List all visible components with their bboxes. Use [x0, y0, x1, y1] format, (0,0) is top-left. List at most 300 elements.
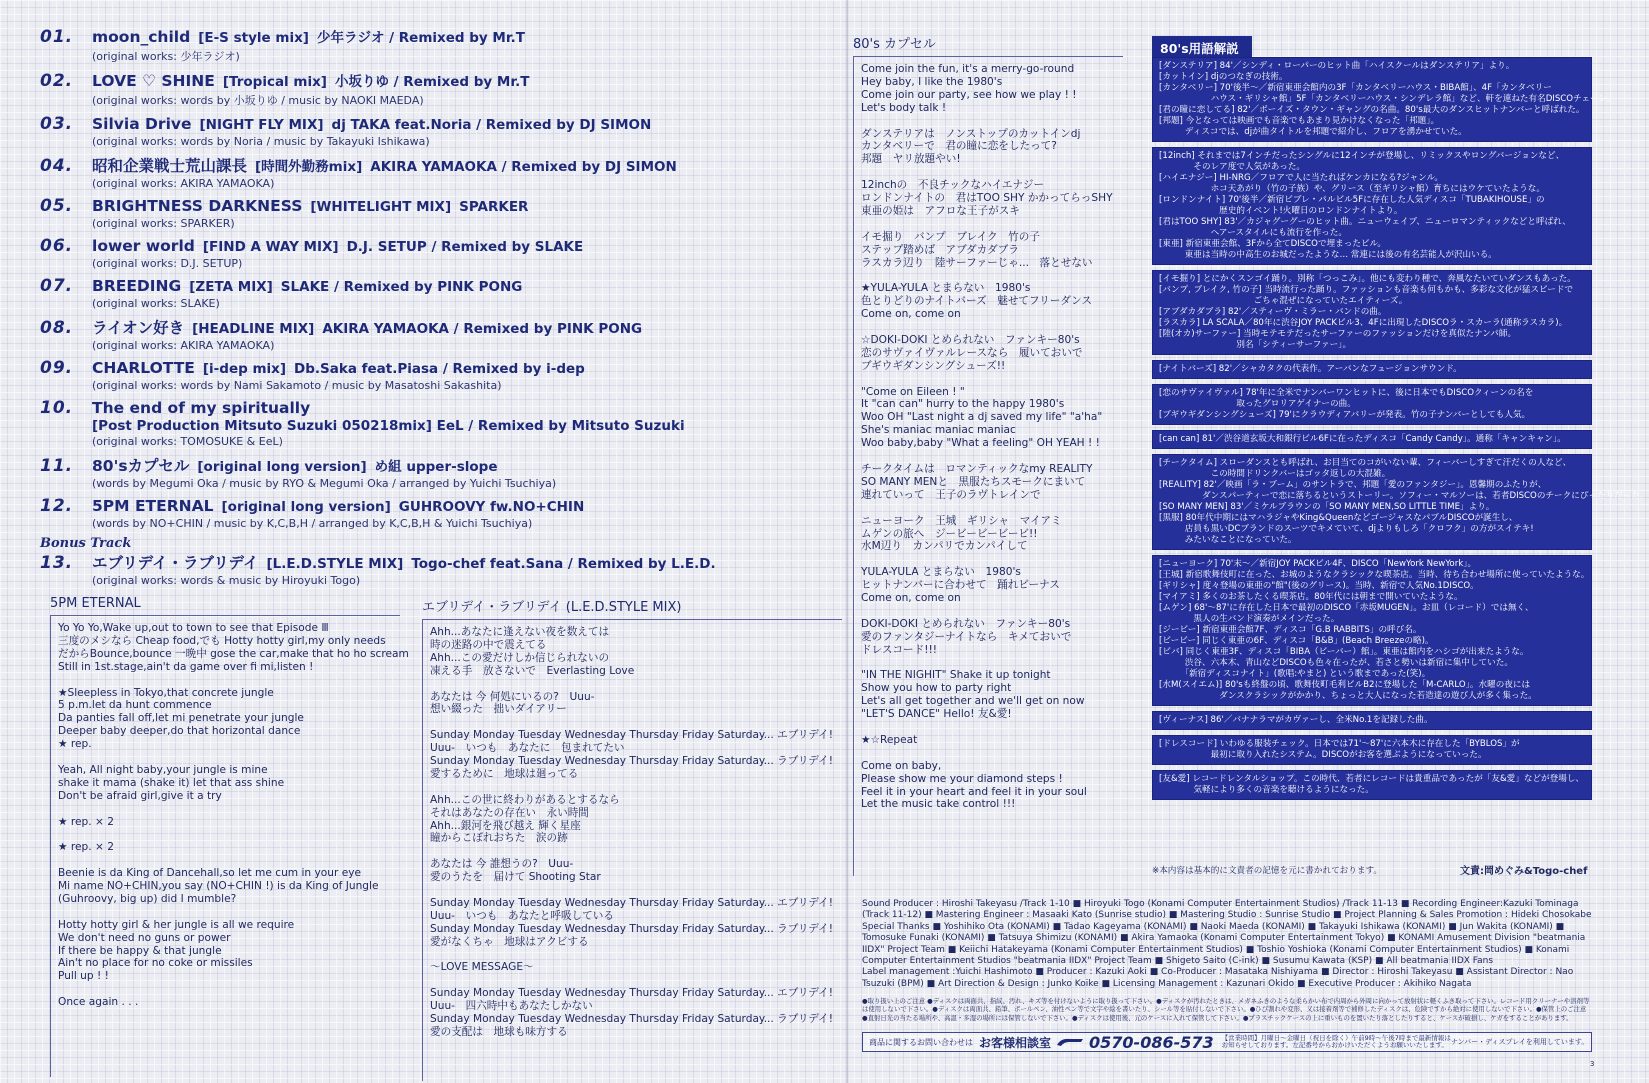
track-line	[40, 551, 840, 573]
glossary-box	[1152, 711, 1592, 730]
lyric-gap	[58, 828, 400, 841]
track-line	[40, 196, 840, 216]
glossary-box	[1152, 270, 1592, 355]
center-fold	[845, 0, 849, 1083]
lyric-line: Sunday Monday Tuesday Wednesday Thursday Friday Saturday... エブリデイ!	[430, 729, 833, 742]
track-item	[40, 551, 840, 587]
track-title: The end of my spiritually	[92, 399, 311, 417]
lyric-line: ★ rep.	[58, 738, 92, 751]
track-mix: [NIGHT FLY MIX]	[199, 117, 324, 133]
track-mix: [FIND A WAY MIX]	[202, 239, 339, 255]
track-line	[40, 154, 840, 176]
glossary-entry: 店員も黒いDCブランドのスーツでキメていて、djよりもしろ「クロフク」の方がスイテキ!	[1159, 524, 1534, 534]
track-mix: [HEADLINE MIX]	[192, 321, 315, 337]
glossary-entry: [ムゲン] 68'〜87'に存在した日本で最初のDISCO「赤坂MUGEN」。お皿（レコード）では無く、	[1159, 603, 1534, 613]
glossary-entry: ハウス・ギリシャ館」5F「カンタベリーハウス・シンデレラ館」など、軒を連ねた有名DISCOチェーン。	[1159, 94, 1615, 104]
staff-line: Special Thanks ■ Yoshihiko Ota (KONAMI) ■ Tadao Kageyama (KONAMI) ■ Naoki Maeda (KONAMI) ■ Takayuki Ishikawa (KONAMI) ■ Jun Wakita (KONAMI) ■	[862, 921, 1565, 932]
glossary-entry: [チークタイム] スローダンスとも呼ばれ、お目当てのコがいない輩、フィーバーしすぎて汗だくの人など、	[1159, 458, 1572, 468]
lyric-gap	[430, 781, 842, 794]
lyric-line: Sunday Monday Tuesday Wednesday Thursday Friday Saturday... ラブリデイ!	[430, 755, 833, 768]
lyric-line: Feel it in your heart and feel it in your soul	[861, 785, 1087, 798]
track-credit: (original works: 少年ラジオ)	[92, 50, 240, 63]
glossary-entry: [陸(オカ)サーファー] 当時モテモテだったサーファーのファッションだけを真似たナンパ師。	[1159, 329, 1517, 339]
track-mix: [original long version]	[221, 499, 391, 515]
glossary	[1152, 57, 1649, 805]
glossary-box	[1152, 555, 1592, 706]
lyric-line: Hotty hotty girl & her jungle is all we require	[58, 918, 295, 931]
track-title: エブリデイ・ラブリデイ	[92, 554, 259, 572]
track-credit: (original works: words by 小坂りゆ / music by NAOKI MAEDA)	[92, 94, 424, 107]
lyric-gap	[58, 983, 400, 996]
lyric-gap	[58, 803, 400, 816]
lyric-line: Let's all get together and we'll get on now	[861, 695, 1085, 708]
lyric-line: ムゲンの旅へ ジービービービービ!!	[861, 527, 1038, 540]
lyric-line: ダンステリアは ノンストップのカットインdj	[861, 127, 1081, 140]
glossary-entry: [イモ掘り] とにかくスンゴイ踊り。別称「つっこみ」。他にも変わり種で、奔風なたいていダンスもあった。	[1159, 274, 1576, 284]
lyric-line: ブギウギダンシングシューズ!!	[861, 359, 1006, 372]
track-credit: (original works: words by Nami Sakamoto / music by Masatoshi Sakashita)	[92, 379, 502, 392]
glossary-entry: 渋谷、六本木、青山などDISCOも色々在ったが、若さと勢いは新宿に集中していた。	[1159, 658, 1513, 668]
track-title: BRIGHTNESS DARKNESS	[92, 197, 303, 215]
lyric-line: Woo baby,baby "What a feeling" OH YEAH ! !	[861, 437, 1100, 450]
lyric-line: Please show me your diamond steps !	[861, 772, 1063, 785]
lyric-line: Pull up ! !	[58, 970, 109, 983]
glossary-entry: [ブギウギダンシングシューズ] 79'にクラウディアバリーが発表。竹の子ナンバーとしても人気。	[1159, 410, 1531, 420]
glossary-box	[1152, 770, 1592, 800]
lyric-line: We don't need no guns or power	[58, 931, 231, 944]
lyric-line: 〜LOVE MESSAGE〜	[430, 961, 534, 974]
lyric-line: 色とりどりのナイトバーズ 魅せてフリーダンス	[861, 295, 1092, 308]
glossary-entry: そのレア度で人気があった。	[1159, 162, 1306, 172]
lyric-line: それはあなたの存在い 永い時間	[430, 806, 589, 819]
glossary-entry: [ニューヨーク] 70'末〜／新宿JOY PACKビル4F、DISCO「NewYork NewYork」。	[1159, 559, 1477, 569]
caution-line: は使用しないで下さい。●ディスクは両面共、鉛筆、ボールペン、油性ペン等で文字や絵を書いたり、シール等を貼付しないで下さい。●ひび割れや変形、又は接着剤等で補修したディスクは、危険ですから絶対に使用しないで下さい。●保管上のご注意	[862, 1005, 1587, 1014]
glossary-entry: ダンスクラシックがかかり、ちょっと大人になった若造達の遊び人が多く集った。	[1159, 691, 1537, 701]
lyric-gap	[58, 854, 400, 867]
glossary-entry: [恋のサヴァイヴァル] 78'年に全米でナンバーワンヒットに、後に日本でもDISCOクィーンの名を	[1159, 388, 1534, 398]
lyric-line: She's maniac maniac maniac	[861, 424, 1016, 437]
lyric-line: ドレスコード!!!	[861, 643, 937, 656]
track-line	[40, 358, 840, 378]
glossary-entry: [ドレスコード] いわゆる服装チェック。日本では71'〜87'に六本木に存在した「BYBLOS」が	[1159, 739, 1520, 749]
glossary-entry: [アブダカダブラ] 82'／スティーヴ・ミラー・バンドの曲。	[1159, 307, 1387, 317]
track-credit: (original works: SLAKE)	[92, 297, 220, 310]
track-artist: GUHROOVY fw.NO+CHIN	[398, 499, 585, 515]
glossary-box	[1152, 430, 1592, 449]
track-number: 10.	[40, 398, 74, 418]
lyric-line: Uuu- いつも あなたに 包まれてたい	[430, 742, 625, 755]
glossary-entry: 最初に取り入れたシステム。DISCOがお客を選ぶようになっていった。	[1159, 750, 1487, 760]
track-credit: (original works: AKIRA YAMAOKA)	[92, 177, 275, 190]
glossary-entry: 別名「シティーサーファー」。	[1159, 340, 1352, 350]
lyric-line: Ain't no place for no coke or missiles	[58, 957, 253, 970]
lyric-line: Ahh...この愛だけしか信じられないの	[430, 651, 610, 664]
lyric-line: Uuu- いつも あなたと呼吸している	[430, 909, 614, 922]
lyric-line: Woo OH "Last night a dj saved my life" "a'ha"	[861, 411, 1103, 424]
lyric-gap	[430, 716, 842, 729]
lyric-line: ロンドンナイトの 君はTOO SHY かかってらっSHY	[861, 192, 1113, 205]
track-number: 11.	[40, 456, 74, 476]
lyric-line: Come on baby,	[861, 759, 942, 772]
glossary-entry: [ビービー] 同じく東亜の6F、ディスコ「B&B」(Beach Breezeの略)。	[1159, 636, 1434, 646]
lyric-line: ★ rep. × 2	[58, 841, 114, 854]
track-credit: (original works: D.J. SETUP)	[92, 257, 243, 270]
lyric-line: Hey baby, I like the 1980's	[861, 75, 1003, 88]
track-artist: AKIRA YAMAOKA / Remixed by PINK PONG	[322, 321, 643, 337]
staff-line: Label management :Yuichi Hashimoto ■ Producer : Kazuki Aoki ■ Co-Producer : Masataka Nishiyama ■ Director : Hiroshi Takeyasu ■ Assistant Director : Nao	[862, 967, 1574, 978]
track-artist: 少年ラジオ / Remixed by Mr.T	[316, 30, 525, 46]
staff-credits	[862, 899, 1592, 990]
contact-hours-2: お知らせしております。左記番号からおかけいただくようお願いいたします。	[1221, 1041, 1448, 1049]
glossary-title: 80's用語解説	[1152, 36, 1252, 57]
lyric-gap	[861, 373, 1123, 386]
lyric-gap	[430, 845, 842, 858]
track-line	[40, 398, 840, 418]
glossary-entry: ダンスパーティーで恋に落ちるというストーリー。ソフィー・マルソーは、若者DISCOのチークにぴったりだった。	[1159, 491, 1649, 501]
track-number: 09.	[40, 358, 74, 378]
lyric-line: Sunday Monday Tuesday Wednesday Thursday Friday Saturday... ラブリデイ!	[430, 1013, 833, 1026]
staff-line: Tsuzuki (BPM) ■ Art Direction & Design : Junko Koike ■ Licensing Management : Kazunari Okido ■ Executive Producer : Akihiko Nagata	[862, 978, 1472, 989]
track-mix: [時間外勤務mix]	[255, 159, 363, 175]
glossary-entry: この時間ドリンクバーはゴッタ返しの大混雑。	[1159, 469, 1391, 479]
track-line	[40, 316, 840, 338]
track-item	[40, 496, 840, 530]
track-artist: め組 upper-slope	[374, 459, 498, 475]
lyric-line: "IN THE NIGHIT" Shake it up tonight	[861, 669, 1051, 682]
track-number: 06.	[40, 236, 74, 256]
lyric-gap	[861, 502, 1123, 515]
lyric-gap	[58, 751, 400, 764]
track-line	[40, 276, 840, 296]
track-artist: SPARKER	[459, 199, 529, 215]
lyric-line: 愛がなくちゃ 地球はアクビする	[430, 935, 589, 948]
lyric-line: Deeper baby deeper,do that horizontal dance	[58, 725, 301, 738]
lyric-line: Come on, come on	[861, 592, 961, 605]
track-number: 01.	[40, 27, 74, 47]
lyric-line: 連れていって 王子のラヴトレインで	[861, 488, 1041, 501]
glossary-entry: [マイアミ] 多くのお茶したくる喫茶店。80年代には朝まで開いていたような。	[1159, 592, 1463, 602]
track-number: 05.	[40, 196, 74, 216]
lyric-line: 瞳からこぼれおちた 涙の跡	[430, 832, 568, 845]
glossary-entry: [ビバ] 同じく東亜3F、ディスコ「BIBA（ビーバー）館」。東亜は館内をハシゴが出来たような。	[1159, 647, 1529, 657]
lyric-line: だからBounce,bounce 一晩中 gose the car,make that ho ho scream	[58, 647, 409, 660]
glossary-entry: [ギリシャ] 度々登場の東亜の"館"(後のグリース)。当時、新宿で人気No.1DISCO。	[1159, 581, 1479, 591]
lyric-line: "LET'S DANCE" Hello! 友&愛!	[861, 708, 1012, 721]
track-mix: [i-dep mix]	[202, 361, 287, 377]
lyric-line: Da panties fall off,let mi penetrate your jungle	[58, 712, 304, 725]
lyric-gap	[861, 115, 1123, 128]
track-credit: (original works: TOMOSUKE & EeL)	[92, 435, 283, 448]
track-line	[40, 26, 840, 47]
glossary-entry: みたいなことになっていた。	[1159, 535, 1297, 545]
lyric-line: チークタイムは ロマンティックなmy REALITY	[861, 462, 1093, 475]
glossary-entry: [カンタベリー] 70'後半〜／新宿東亜会館内の3F「カンタベリーハウス・BIBA館」、4F「カンタベリー	[1159, 83, 1552, 93]
track-item	[40, 70, 840, 108]
lyric-line: DOKI-DOKI とめられない ファンキー80's	[861, 617, 1071, 630]
glossary-note: ※本内容は基本的に文責者の記憶を元に書かれております。	[1152, 866, 1382, 876]
track-artist: Db.Saka feat.Piasa / Remixed by i-dep	[294, 361, 585, 377]
track-mix-artist: [Post Production Mitsuto Suzuki 050218mix] EeL / Remixed by Mitsuto Suzuki	[92, 418, 685, 434]
lyric-gap	[430, 974, 842, 987]
lyric-line: Ahh...銀河を飛び越え 輝く星座	[430, 819, 581, 832]
glossary-entry: [カットイン] djのつなぎの技術。	[1159, 72, 1288, 82]
lyric-line: ★ rep. × 2	[58, 815, 114, 828]
lyric-line: (Guhroovy, big up) did I mumble?	[58, 892, 237, 905]
lyric-line: ★Sleepless in Tokyo,that concrete jungle	[58, 686, 274, 699]
lyric-line: カンタベリーで 君の瞳に恋をしたって?	[861, 140, 1057, 153]
glossary-entry: [友&愛] レコードレンタルショップ。この時代、若者にレコードは貴重品であったが「友&愛」などが登場し、	[1159, 774, 1585, 784]
staff-line: Computer Entertainment Studios "beatmania IIDX" Project Team ■ Shigeto Saito (C-ink) ■ Susumu Kawata (KSP) ■ All beatmania IIDX Fans	[862, 956, 1494, 967]
lyric-line: Yo Yo Yo,Wake up,out to town to see that Episode Ⅲ	[58, 622, 329, 634]
lyric-line: It "can can" hurry to the happy 1980's	[861, 398, 1065, 411]
staff-line: (Track 11-12) ■ Mastering Engineer : Masaaki Kato (Sunrise studio) ■ Mastering Studio : Sunrise Studio ■ Project Planning & Sales Promotion : Hideki Chosokabe	[862, 910, 1592, 921]
track-line	[40, 236, 840, 256]
track-artist: Togo-chef feat.Sana / Remixed by L.E.D.	[411, 556, 716, 572]
lyric-line: YULA-YULA とまらない 1980's	[861, 566, 1021, 579]
track-credit: (words by Megumi Oka / music by RYO & Megumi Oka / arranged by Yuichi Tsuchiya)	[92, 477, 557, 490]
lyric-line: 東亜の姫は アフロな王子がスキ	[861, 204, 1020, 217]
lyric-line: Let the music take control !!!	[861, 798, 1016, 811]
glossary-entry: [君はTOO SHY] 83'／カジャグーグーのヒット曲。ニューウェイブ、ニューロマンティックなどと呼ばれ、	[1159, 217, 1571, 227]
lyric-gap	[861, 450, 1123, 463]
glossary-entry: [黒服] 80年代中期にはマハラジャやKing&QueenなどゴージャスなパブルDISCOが誕生し、	[1159, 513, 1518, 523]
lyric-gap	[58, 906, 400, 919]
track-credit: (original works: words by Noria / music by Takayuki Ishikawa)	[92, 135, 430, 148]
track-item	[40, 454, 840, 490]
lyric-gap	[861, 321, 1123, 334]
lyric-line: Still in 1st.stage,ain't da game over fi mi,listen !	[58, 660, 314, 673]
track-credit: (original works: SPARKER)	[92, 217, 235, 230]
lyric-line: ★YULA-YULA とまらない 1980's	[861, 282, 1031, 295]
lyric-line: Mi name NO+CHIN,you say (NO+CHIN !) is da King of Jungle	[58, 880, 379, 893]
glossary-entry: [ロンドンナイト] 70'後半／新宿ビブレ・パルビル5Fに存在した人気ディスコ「TUBAKIHOUSE」の	[1159, 195, 1545, 205]
lyric-line: あなたは 今 何処にいるの? Uuu-	[430, 690, 595, 703]
track-item	[40, 26, 840, 64]
glossary-entry: ヘアースタイルにも流行を作った。	[1159, 228, 1347, 238]
glossary-entry: [王城] 新宿歌舞伎町に在った、お城のようなクラシックな喫茶店。当時、待ち合わせ場所に使っていたような。	[1159, 570, 1590, 580]
glossary-entry: 歴史的イベント!火曜日のロンドンナイトより。	[1159, 206, 1403, 216]
lyric-title: 80's カプセル	[853, 37, 936, 52]
glossary-entry: 黒人の生バンド演奏がメインだった。	[1159, 614, 1340, 624]
track-line	[40, 454, 840, 476]
lyric-body	[853, 56, 1123, 876]
glossary-entry: [12inch] それまでは7インチだったシングルに12インチが登場し、リミックスやロングバージョンなど、	[1159, 151, 1565, 161]
lyric-line: 恋のサヴァイヴァルレースなら 履いておいで	[861, 346, 1083, 359]
glossary-entry: [REALITY] 82'／映画「ラ・ブーム」のサントラで、邦題「愛のファンタジー」。恩馨期のふたりが、	[1159, 480, 1547, 490]
lyric-line: "Come on Eileen ! "	[861, 385, 965, 398]
lyric-line: 邦題 ヤリ放題やい!	[861, 153, 961, 166]
lyric-line: Once again . . .	[58, 996, 139, 1009]
track-title: 80'sカプセル	[92, 457, 190, 475]
track-mix: [L.E.D.STYLE MIX]	[266, 556, 404, 572]
glossary-entry: [ジービー] 新宿東亜会館7F、ディスコ「G.B RABBITS」の呼び名。	[1159, 625, 1422, 635]
glossary-entry: 気軽により多くの音楽を聴けるようになった。	[1159, 785, 1374, 795]
track-item	[40, 196, 840, 230]
lyric-line: ☆DOKI-DOKI とめられない ファンキー80's	[861, 333, 1080, 346]
track-item	[40, 236, 840, 270]
track-credit: (original works: words & music by Hiroyuki Togo)	[92, 574, 361, 587]
lyric-gap	[861, 269, 1123, 282]
track-mix: [Tropical mix]	[222, 74, 327, 90]
track-line	[40, 496, 840, 516]
lyric-line: 凍える手 放さないで Everlasting Love	[430, 664, 635, 677]
lyric-line: ★☆Repeat	[861, 733, 918, 746]
glossary-entry: 東亜は当時の中高生のお城だったような… 常連には後の有名芸能人が沢山いる。	[1159, 250, 1497, 260]
lyric-line: 愛のファンタジーナイトなら キメておいで	[861, 630, 1072, 643]
lyric-title: 5PM ETERNAL	[50, 596, 141, 611]
track-mix: [original long version]	[197, 459, 367, 475]
glossary-entry: [バンプ, ブレイク, 竹の子] 当時流行った踊り。ファッションも音楽も何もかも、多彩な文化が猛スピードで	[1159, 285, 1574, 295]
lyric-line: shake it mama (shake it) let that ass shine	[58, 776, 285, 789]
track-item	[40, 358, 840, 392]
lyric-line: SO MANY MENと 黒服たちスモークにまいて	[861, 475, 1086, 488]
track-number: 08.	[40, 318, 74, 338]
track-credit: (words by NO+CHIN / music by K,C,B,H / arranged by K,C,B,H & Yuichi Tsuchiya)	[92, 517, 533, 530]
caution-line: ●取り扱い上のご注意 ●ディスクは両面共、指紋、汚れ、キズ等を付けないように取り扱って下さい。●ディスクが汚れたときは、メガネふきのような柔らかい布で内周から外周に向かって放射状に軽くふき取って下さい。レコード用クリーナーや溶剤等	[862, 997, 1590, 1005]
lyric-gap	[861, 166, 1123, 179]
glossary-entry: [can can] 81'／渋谷道玄坂大和銀行ビル6Fに在ったディスコ「Candy Candy」。通称「キャンキャン」。	[1159, 434, 1566, 444]
track-item	[40, 398, 840, 448]
page-mark: 3	[1590, 1060, 1595, 1068]
lyric-line: 時の迷路の中で震えてる	[430, 638, 547, 651]
glossary-entry: ホコ天あがり（竹の子族）や、グリース（至ギリシャ館）育ちにはウケていたような。	[1159, 184, 1545, 194]
staff-line: Sound Producer : Hiroshi Takeyasu /Track 1-10 ■ Hiroyuki Togo (Konami Computer Entertainment Studios) /Track 11-13 ■ Recording Engineer:Kazuki Tominaga	[862, 899, 1579, 909]
track-mix: [WHITELIGHT MIX]	[310, 199, 452, 215]
glossary-box	[1152, 735, 1592, 765]
lyric-line: あなたは 今 誰想うの? Uuu-	[430, 858, 574, 871]
lyric-line: Show you how to party right	[861, 682, 1012, 695]
lyrics-80s-capsule	[853, 33, 1123, 876]
staff-line: Tomosuke Funaki (KONAMI) ■ Tatsuya Shimizu (KONAMI) ■ Akira Yamaoka (Konami Computer Entertainment Tokyo) ■ KONAMI Amusement Division "beatmania	[862, 933, 1586, 944]
track-title: ライオン好き	[92, 319, 185, 337]
lyric-line: 愛するために 地球は廻ってる	[430, 767, 579, 780]
track-title: BREEDING	[92, 277, 182, 295]
track-item	[40, 316, 840, 352]
track-artist: D.J. SETUP / Remixed by SLAKE	[346, 239, 584, 255]
track-item	[40, 154, 840, 190]
lyric-gap	[861, 553, 1123, 566]
track-artist: dj TAKA feat.Noria / Remixed by DJ SIMON	[331, 117, 652, 133]
track-item	[40, 114, 840, 148]
track-number: 04.	[40, 156, 74, 176]
lyric-line: ヒットナンバーに合わせて 踊れビーナス	[861, 579, 1060, 592]
lyric-line: Sunday Monday Tuesday Wednesday Thursday Friday Saturday... エブリデイ!	[430, 987, 833, 1000]
caution-line: ●直射日光の当たる場所や、高温・多湿の場所には保管しないで下さい。●ディスクは使用後、元のケースに入れて保管して下さい。●プラスチックケースの上に重いものを置いたり落としたりすると、ケースが破損し、ケガをすることがあります。	[862, 1013, 1573, 1022]
customer-contact	[862, 1032, 1592, 1052]
contact-label: 商品に関するお問い合わせは	[869, 1037, 973, 1047]
lyric-body	[50, 615, 409, 1077]
lyric-gap	[58, 674, 400, 687]
lyric-gap	[430, 949, 842, 962]
glossary-entry: [ナイトバーズ] 82'／シャカタクの代表作。アーバンなフュージョンサウンド。	[1159, 364, 1462, 374]
track-number: 13.	[40, 553, 74, 573]
glossary-entry: ディスコでは、djが曲タイトルを邦題で紹介し、フロアを湧かせていた。	[1159, 127, 1467, 137]
lyric-line: Ahh...あなたに逢えない夜を数えては	[430, 626, 610, 638]
lyric-line: Come join the fun, it's a merry-go-round	[861, 63, 1075, 75]
contact-phone: 0570-086-573	[1089, 1032, 1214, 1052]
lyric-title: エブリデイ・ラブリデイ (L.E.D.STYLE MIX)	[422, 600, 682, 615]
handling-caution	[862, 997, 1592, 1022]
track-mix: [ZETA MIX]	[189, 279, 273, 295]
lyric-line: Beenie is da King of Dancehall,so let me cum in your eye	[58, 867, 361, 880]
track-credit: (original works: AKIRA YAMAOKA)	[92, 339, 275, 352]
lyric-line: 5 p.m.let da hunt commence	[58, 699, 212, 712]
lyric-line: Ahh...この世に終わりがあるとするなら	[430, 793, 620, 806]
lyric-line: Sunday Monday Tuesday Wednesday Thursday Friday Saturday... エブリデイ!	[430, 896, 833, 909]
lyric-line: 12inchの 不良チックなハイエナジー	[861, 179, 1045, 192]
lyric-gap	[430, 884, 842, 897]
glossary-entry: [ラスカラ] LA SCALA／80年に渋谷JOY PACKビル3、4Fに出現したDISCOラ・スカーラ(通称ラスカラ)。	[1159, 318, 1568, 328]
lyric-line: Come join our party, see how we play ! !	[861, 88, 1077, 101]
lyric-gap	[861, 218, 1123, 231]
lyrics-5pm-eternal	[50, 596, 409, 1077]
lyric-line: 水M辺り カンパリでカンパイして	[861, 540, 1028, 553]
track-artist: AKIRA YAMAOKA / Remixed by DJ SIMON	[370, 159, 677, 175]
lyric-gap	[861, 747, 1123, 760]
lyric-line: Let's body talk !	[861, 101, 947, 114]
glossary-author: 文責:岡めぐみ&Togo-chef	[1460, 866, 1588, 877]
lyric-line: Yeah, All night baby,your jungle is mine	[58, 763, 268, 776]
glossary-box	[1152, 360, 1592, 379]
lyric-line: 想い綴った 拙いダイアリー	[430, 703, 567, 716]
contact-center: お客様相談室	[979, 1035, 1052, 1050]
staff-line: IIDX" Project Team ■ Keiichi Hatakeyama (Konami Computer Entertainment Studios) ■ Toshio Yoshioka (Konami Computer Entertainment Studios) ■ Konami	[862, 944, 1570, 955]
glossary-box	[1152, 147, 1592, 265]
glossary-box	[1152, 384, 1592, 425]
navi-dial-icon	[1055, 1036, 1085, 1048]
track-title: 昭和企業戦士荒山課長	[92, 157, 248, 175]
track-artist: 小坂りゆ / Remixed by Mr.T	[334, 74, 530, 90]
lyric-line: 愛の支配は 地球も味方する	[430, 1025, 568, 1038]
track-title: 5PM ETERNAL	[92, 497, 214, 515]
lyric-body	[422, 619, 842, 1081]
glossary-entry: [ダンステリア] 84'／シンディ・ローパーのヒット曲「ハイスクールはダンステリア」より。	[1159, 61, 1515, 71]
track-item	[40, 276, 840, 310]
lyric-line: イモ掘り バンプ ブレイク 竹の子	[861, 230, 1040, 243]
lyric-gap	[861, 657, 1123, 670]
glossary-entry: 取ったグロリアゲイナーの曲。	[1159, 399, 1356, 409]
lyric-line: ニューヨーク 王城 ギリシャ マイアミ	[861, 514, 1062, 527]
glossary-box	[1152, 454, 1649, 550]
track-number: 03.	[40, 114, 74, 134]
track-line	[40, 114, 840, 134]
track-artist: SLAKE / Remixed by PINK PONG	[280, 279, 523, 295]
lyrics-everyday-lovelyday	[422, 596, 842, 1081]
track-number: 12.	[40, 496, 74, 516]
track-title: moon_child	[92, 28, 191, 46]
track-title: LOVE ♡ SHINE	[92, 72, 215, 90]
lyric-gap	[861, 721, 1123, 734]
lyric-line: ラスカラ辺り 陸サーファーじゃ... 落とせない	[861, 256, 1093, 269]
bonus-track-label: Bonus Track	[40, 536, 132, 551]
contact-store: ナンバー・ディスプレイを利用しています。	[1450, 1038, 1589, 1046]
lyric-gap	[430, 678, 842, 691]
track-mix: [E-S style mix]	[198, 30, 309, 46]
tracklist	[40, 26, 840, 593]
track-line	[40, 70, 840, 91]
glossary-entry: [東亜] 新宿東亜会館、3Fから全てDISCOで埋まったビル。	[1159, 239, 1387, 249]
track-number: 07.	[40, 276, 74, 296]
lyric-line: Sunday Monday Tuesday Wednesday Thursday Friday Saturday... ラブリデイ!	[430, 922, 833, 935]
lyric-line: Uuu- 四六時中もあなたしかない	[430, 1000, 593, 1013]
glossary-entry: [水M(スイエム)] 80'sも終盤の頃、歌舞伎町毛利ビルB2に登場した「M-CARLO」。水曜の夜には	[1159, 680, 1531, 690]
contact-hours-1: 【営業時間】月曜日〜金曜日（祝日を除く）午前9時〜午後7時まで最新情報は	[1221, 1034, 1451, 1042]
glossary-box	[1152, 57, 1615, 142]
glossary-entry: [SO MANY MEN] 83'／ミケルブラウンの「SO MANY MEN,SO LITTLE TIME」より。	[1159, 502, 1495, 512]
track-title: Silvia Drive	[92, 115, 192, 133]
glossary-entry: [ヴィーナス] 86'／バナナラマがカヴァーし、全米No.1を記録した曲。	[1159, 715, 1433, 725]
glossary-entry: [ハイエナジー] HI-NRG／フロアで人に当たればケンカになる?ジャンル。	[1159, 173, 1444, 183]
